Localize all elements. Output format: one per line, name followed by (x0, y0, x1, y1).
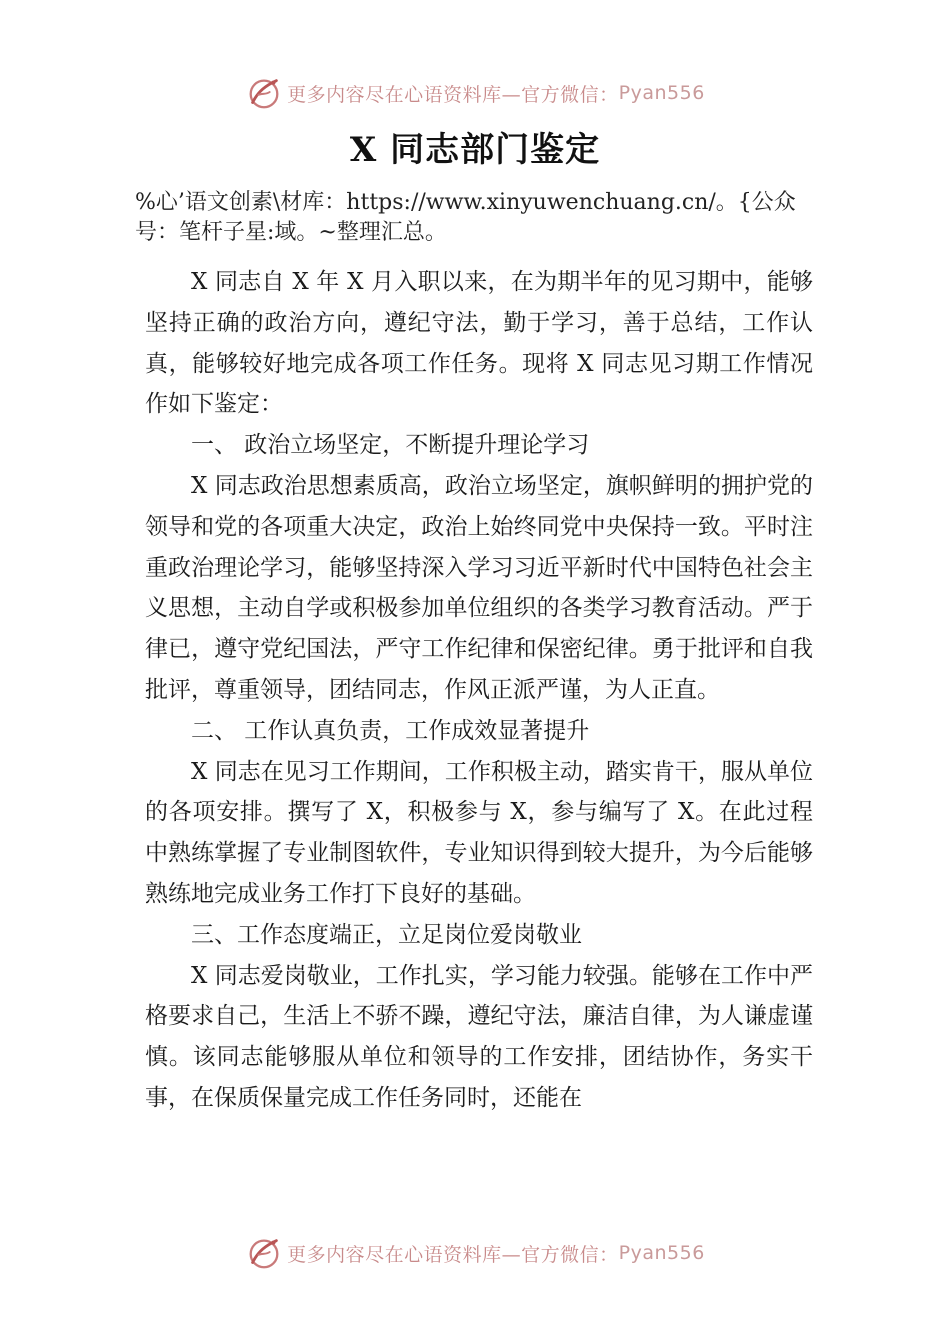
intro-paragraph: X 同志自 X 年 X 月入职以来，在为期半年的见习期中，能够坚持正确的政治方向，遵纪守法，勤于学习，善于总结，工作认真，能够较好地完成各项工作任务。现将 X 同志见习期工作情况作如下鉴定： (145, 269, 813, 418)
document-body (145, 262, 813, 1119)
section-heading: 二、 工作认真负责，工作成效显著提升 (191, 717, 590, 744)
banner-wechat-id: Pyan556 (618, 1242, 705, 1264)
banner-text: 更多内容尽在心语资料库—官方微信： (287, 83, 619, 106)
section-paragraph: X 同志政治思想素质高，政治立场坚定，旗帜鲜明的拥护党的领导和党的各项重大决定，政治上始终同党中央保持一致。平时注重政治理论学习，能够坚持深入学习习近平新时代中国特色社会主义思想，主动自学或积极参加单位组织的各类学习教育活动。严于律已，遵守党纪国法，严守工作纪律和保密纪律。勇于批评和自我批评，尊重领导，团结同志，作风正派严谨，为人正直。 (145, 472, 813, 703)
section-paragraph: X 同志爱岗敬业，工作扎实，学习能力较强。能够在工作中严格要求自己，生活上不骄不躁，遵纪守法，廉洁自律，为人谦虚谨慎。该同志能够服从单位和领导的工作安排，团结协作，务实干事，在保质保量完成工作任务同时，还能在 (145, 962, 813, 1111)
brand-logo-icon (245, 74, 283, 112)
section-heading: 一、 政治立场坚定，不断提升理论学习 (191, 432, 590, 459)
banner-text: 更多内容尽在心语资料库—官方微信： (287, 1243, 619, 1266)
brand-logo-icon (245, 1234, 283, 1272)
banner-wechat-id: Pyan556 (618, 82, 705, 104)
section-paragraph: X 同志在见习工作期间，工作积极主动，踏实肯干，服从单位的各项安排。撰写了 X，积极参与 X，参与编写了 X。在此过程中熟练掌握了专业制图软件，专业知识得到较大提升，为今后能够熟练地完成业务工作打下良好的基础。 (145, 758, 813, 907)
header-watermark-banner (0, 73, 950, 113)
section-heading: 三、工作态度端正，立足岗位爱岗敬业 (191, 921, 582, 948)
document-title: X 同志部门鉴定 (349, 130, 601, 170)
footer-watermark-banner (0, 1233, 950, 1273)
source-line: %心’语文创素\材库：https://www.xinyuwenchuang.cn/。{公众号：笔杆子星:域。~整理汇总。 (135, 190, 796, 245)
